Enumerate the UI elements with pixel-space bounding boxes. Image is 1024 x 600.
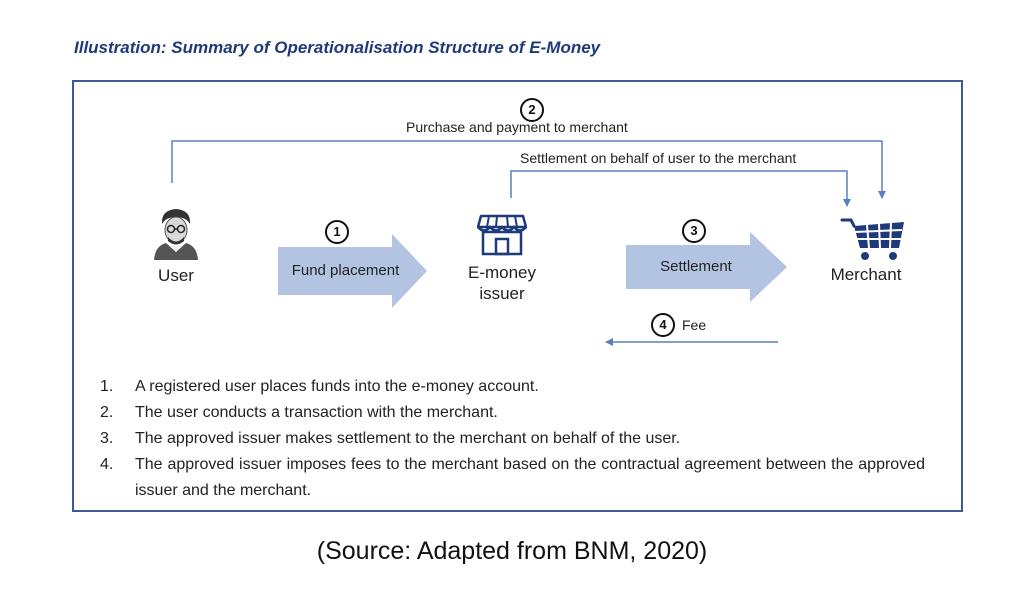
notes-list — [100, 374, 925, 504]
cart-icon — [838, 212, 908, 262]
note-number: 3. — [100, 430, 114, 447]
issuer-label — [452, 262, 552, 304]
shop-icon — [477, 212, 527, 256]
note-text: A registered user places funds into the e-money account. — [135, 378, 539, 395]
step-1-marker: 1 — [325, 220, 349, 244]
note-number: 4. — [100, 456, 114, 473]
settlement-behalf-flow-label: Settlement on behalf of user to the merchant — [520, 150, 797, 166]
note-text: The user conducts a transaction with the merchant. — [135, 404, 498, 421]
note-item — [100, 426, 925, 452]
step-4-marker: 4 — [651, 313, 675, 337]
note-item — [100, 400, 925, 426]
user-icon — [152, 206, 200, 260]
note-text: The approved issuer makes settlement to the merchant on behalf of the user. — [135, 430, 681, 447]
source-caption: (Source: Adapted from BNM, 2020) — [316, 537, 708, 565]
step-3-marker: 3 — [682, 219, 706, 243]
settlement-behalf-flow-line — [511, 171, 847, 206]
fund-placement-label: Fund placement — [291, 262, 400, 279]
merchant-label: Merchant — [830, 265, 902, 284]
user-label: User — [158, 266, 194, 285]
issuer-label-line1: E-money — [467, 263, 537, 282]
note-number: 2. — [100, 404, 114, 421]
note-item — [100, 374, 925, 400]
note-number: 1. — [100, 378, 114, 395]
note-item — [100, 452, 925, 504]
fee-label: Fee — [682, 317, 707, 333]
purchase-flow-label: Purchase and payment to merchant — [406, 119, 628, 135]
diagram-title: Illustration: Summary of Operationalisation Structure of E-Money — [74, 38, 601, 57]
issuer-label-line2: issuer — [479, 284, 525, 303]
note-text: The approved issuer imposes fees to the merchant based on the contractual agreement between the approved issuer and the merchant. — [135, 456, 925, 499]
step-2-marker: 2 — [520, 98, 544, 122]
settlement-label: Settlement — [660, 258, 732, 275]
